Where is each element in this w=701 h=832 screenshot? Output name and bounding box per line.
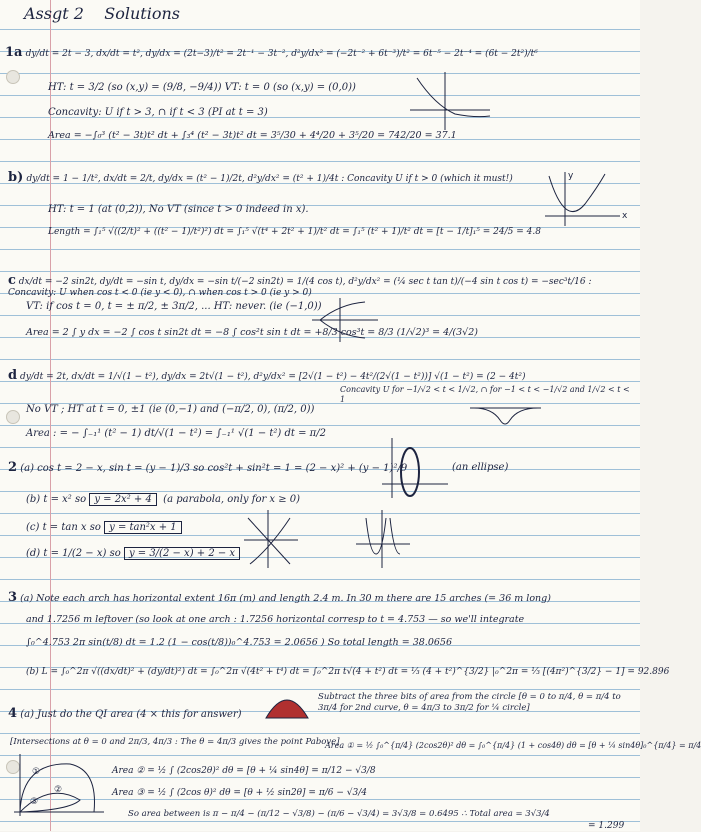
punch-hole: [6, 70, 20, 84]
problem-3a-line2: and 1.7256 m leftover (so look at one arch : 1.7256 horizontal corresp to t = 4.753 — so we'll integrate: [26, 614, 525, 625]
problem-1b-derivatives: dy/dt = 1 − 1/t², dx/dt = 2/t, dy/dx = (t² − 1)/2t, d²y/dx² = (t² + 1)/4t : Concavity U if t > 0 (which it must!): [26, 174, 513, 184]
problem-2a-text: (a) cos t = 2 − x, sin t = (y − 1)/3 so cos²t + sin²t = 1 = (2 − x)² + (y − 1)²/9: [20, 463, 408, 474]
y-axis-label: y: [568, 171, 574, 181]
area-1: Area ① = ½ ∫₀^{π/4} (2cos2θ)² dθ = ∫₀^{π/4} (1 + cos4θ) dθ = [θ + ¼ sin4θ]₀^{π/4} = π/4: [325, 741, 701, 750]
area-3: Area ③ = ½ ∫ (2cos θ)² dθ = [θ + ½ sin2θ] = π/6 − √3/4: [112, 788, 367, 798]
sketch-1c: [310, 296, 380, 344]
problem-4a-aside: Subtract the three bits of area from the circle [θ = 0 to π/4, θ = π/4 to 3π/4 for 2nd curve, θ = 4π/3 to 3π/2 for ¼ circle]: [318, 692, 621, 713]
problem-1d: [8, 370, 525, 383]
problem-1a-concavity: Concavity: U if t > 3, ∩ if t < 3 (PI at t = 3): [48, 107, 268, 118]
problem-1c-derivatives: dx/dt = −2 sin2t, dy/dt = −sin t, dy/dx = −sin t/(−2 sin2t) = 1/(4 cos t), d²y/dx² = (¼ sec t tan t)/(−4 sin t cos t) = −sec³t/16 : Concavity: U when cos t < 0 (ie y < 0), ∩ when cos t > 0 (ie y > 0): [8, 277, 592, 298]
sketch-4-regions: [10, 752, 106, 818]
problem-2b: (b) t = x² so y = 2x² + 4 (a parabola, only for x ≥ 0): [26, 494, 301, 505]
sketch-1d: [468, 396, 543, 436]
problem-2b-note: (a parabola, only for x ≥ 0): [163, 494, 301, 505]
problem-2a: [8, 462, 407, 475]
problem-label: 2: [8, 460, 18, 475]
problem-4a-line2: [Intersections at θ = 0 and 2π/3, 4π/3 : The θ = 4π/3 gives the point Pabove]: [10, 737, 340, 747]
problem-2a-note: (an ellipse): [452, 462, 509, 473]
page-title: Assgt 2 Solutions: [24, 4, 180, 23]
answer-box: y = 3/(2 − x) + 2 − x: [124, 547, 240, 560]
problem-1a-tangents: HT: t = 3/2 (so (x,y) = (9/8, −9/4)) VT: t = 0 (so (x,y) = (0,0)): [48, 82, 356, 93]
x-axis-label: x: [622, 211, 628, 221]
problem-2c: (c) t = tan x so y = tan²x + 1: [26, 522, 182, 534]
problem-1d-concavity: Concavity U for −1/√2 < t < 1/√2, ∩ for −1 < t < −1/√2 and 1/√2 < t < 1: [340, 385, 630, 404]
problem-3b: (b) L = ∫₀^2π √((dx/dt)² + (dy/dt)²) dt = ∫₀^2π √(4t² + t⁴) dt = ∫₀^2π t√(4 + t²) dt = ⅓ (4 + t²)^{3/2} |₀^2π = ⅓ [(4π²)^{3/2} − 1] = 92.896: [26, 667, 670, 677]
problem-label: b): [8, 170, 24, 185]
sketch-1b: [535, 168, 630, 230]
problem-label: c: [8, 273, 16, 288]
curve: [366, 518, 400, 554]
problem-4a: [8, 708, 242, 721]
problem-3a-line3: ∫₀^4.753 2π sin(t/8) dt = 1.2 (1 − cos(t/8))₀^4.753 = 2.0656 ) So total length = 38.0656: [26, 637, 452, 648]
sketch-4-shaded: [262, 688, 312, 722]
curve: [549, 174, 605, 212]
region-label: ③: [30, 797, 39, 807]
problem-1b-tangents: HT: t = 1 (at (0,2)), No VT (since t > 0 indeed in x).: [48, 204, 309, 215]
region-label: ②: [54, 785, 63, 795]
problem-1b-length: Length = ∫₁⁵ √((2/t)² + ((t² − 1)/t²)²) dt = ∫₁⁵ √(t⁴ + 2t² + 1)/t² dt = ∫₁⁵ (t² + 1)/t² dt = [t − 1/t]₁⁵ = 24/5 = 4.8: [48, 227, 541, 237]
ellipse: [401, 448, 419, 496]
sketch-2d: [240, 508, 300, 570]
problem-3a: [8, 592, 551, 605]
problem-1d-derivatives: dy/dt = 2t, dx/dt = 1/√(1 − t²), dy/dx = 2t√(1 − t²), d²y/dx² = [2√(1 − t²) − 4t²/(2√(1 − t²))] √(1 − t²) = (2 − 4t²): [19, 372, 526, 382]
region-label: ①: [32, 767, 41, 777]
problem-label: 4: [8, 706, 18, 721]
sketch-1a: [405, 70, 495, 132]
sketch-ellipse: [380, 436, 450, 500]
petal-curve: [20, 793, 80, 812]
problem-label: 1a: [5, 45, 23, 60]
area-2: Area ② = ½ ∫ (2cos2θ)² dθ = [θ + ¼ sin4θ] = π/12 − √3/8: [112, 766, 376, 776]
problem-1a-derivatives: dy/dt = 2t − 3, dx/dt = t², dy/dx = (2t−3)/t² = 2t⁻¹ − 3t⁻², d²y/dx² = (−2t⁻² + 6t⁻³)/t² = 6t⁻⁵ − 2t⁻⁴ = (6t − 2t²)/t⁶: [25, 49, 538, 59]
problem-1c-tangents: VT: if cos t = 0, t = ± π/2, ± 3π/2, ... HT: never. (ie (−1,0)): [26, 301, 322, 312]
problem-1a-area: Area = −∫₀³ (t² − 3t)t² dt + ∫₃⁴ (t² − 3t)t² dt = 3⁵/30 + 4⁴/20 + 3⁵/20 = 742/20 = 37.1: [48, 130, 457, 141]
problem-label: 3: [8, 590, 18, 605]
answer-box: y = 2x² + 4: [89, 493, 157, 506]
punch-hole: [6, 410, 20, 424]
final-answer: = 1.299: [588, 821, 625, 831]
problem-1c-area: Area = 2 ∫ y dx = −2 ∫ cos t sin2t dt = −8 ∫ cos²t sin t dt = +8/3 cos³t = 8/3 (1/√2)³ = 4/(3√2): [26, 327, 478, 338]
curve: [417, 78, 490, 117]
shaded-region: [266, 700, 308, 718]
curve: [248, 518, 290, 564]
answer-box: y = tan²x + 1: [104, 521, 182, 534]
problem-2d: (d) t = 1/(2 − x) so y = 3/(2 − x) + 2 − x: [26, 548, 240, 560]
curve: [474, 408, 538, 424]
problem-1d-tangents: No VT ; HT at t = 0, ±1 (ie (0,−1) and (−π/2, 0), (π/2, 0)): [26, 404, 315, 415]
problem-1b: [8, 172, 513, 185]
problem-4a-line1: (a) Just do the QI area (4 × this for answer): [20, 709, 242, 720]
problem-1a: [5, 47, 538, 60]
total-area: So area between is π − π/4 − (π/12 − √3/8) − (π/6 − √3/4) = 3√3/8 = 0.6495 ∴ Total area = 3√3/4: [128, 809, 550, 819]
problem-1d-area: Area : = − ∫₋₁¹ (t² − 1) dt/√(1 − t²) = ∫₋₁¹ √(1 − t²) dt = π/2: [26, 428, 326, 439]
problem-3a-line1: (a) Note each arch has horizontal extent 16π (m) and length 2.4 m. In 30 m there are 15 arches (= 36 m long): [20, 593, 551, 604]
sketch-2c: [352, 508, 412, 570]
problem-label: d: [8, 368, 18, 383]
